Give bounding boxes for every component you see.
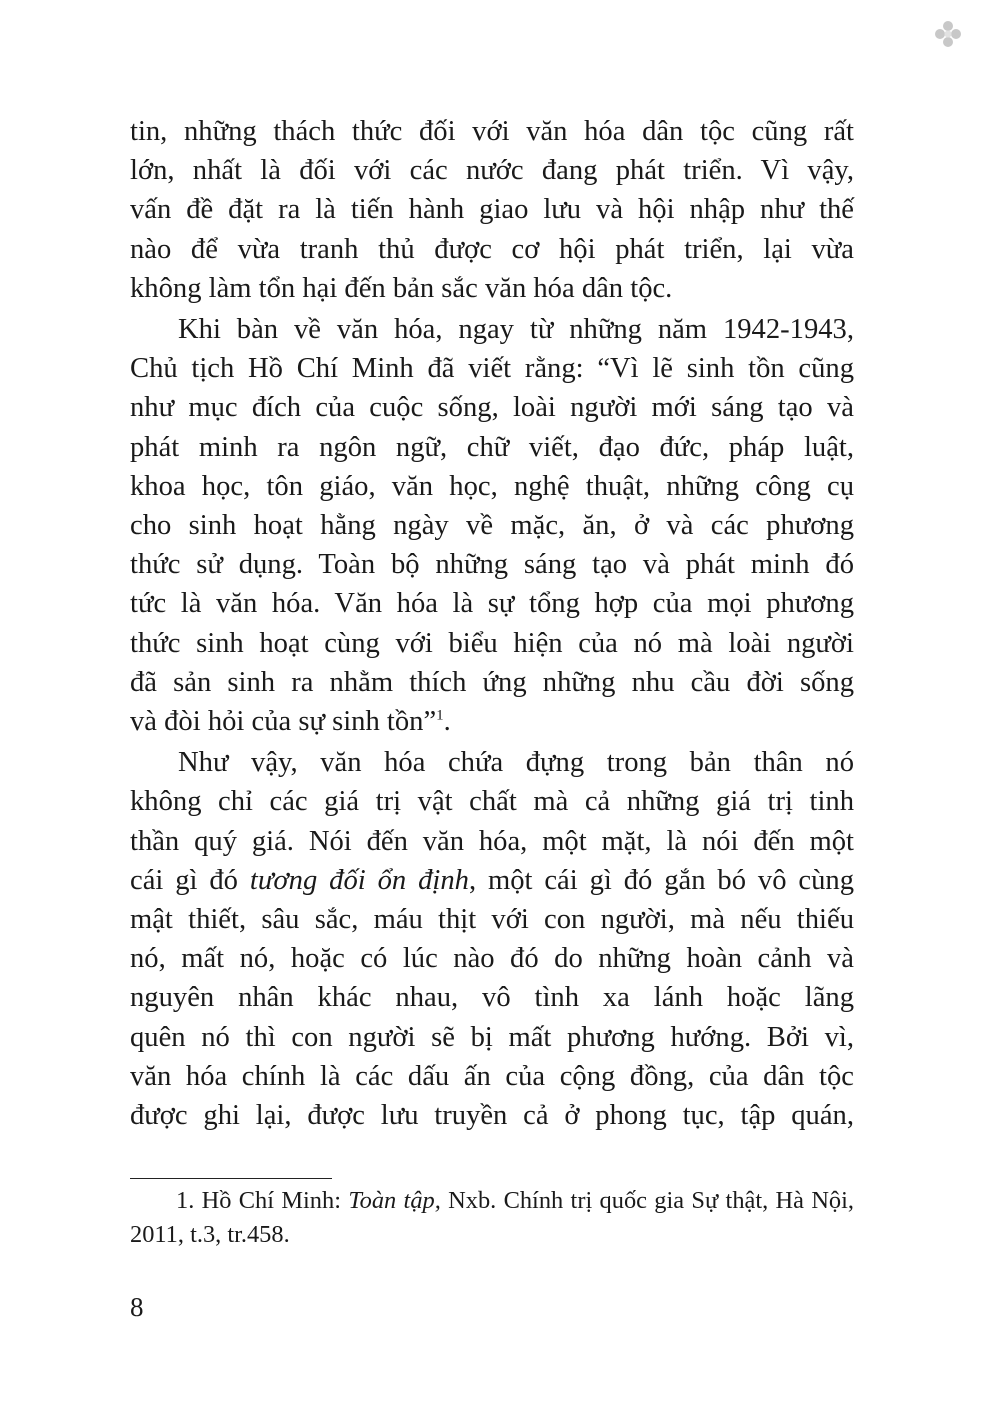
text-line: thần quý giá. Nói đến văn hóa, một mặt, là nói đến một <box>130 825 854 857</box>
footnote-title: Toàn tập, <box>348 1187 441 1214</box>
sentence-period: . <box>443 706 451 738</box>
text-run: , một cái gì đó gắn bó vô cùng <box>468 864 854 896</box>
text-line: phát minh ra ngôn ngữ, chữ viết, đạo đức, pháp luật, <box>130 431 854 463</box>
text-line: tức là văn hóa. Văn hóa là sự tổng hợp của mọi phương <box>130 588 854 620</box>
text-line: không chỉ các giá trị vật chất mà cả những giá trị tinh <box>130 786 854 818</box>
text-line: đã sản sinh ra nhằm thích ứng những nhu cầu đời sống <box>130 666 854 698</box>
quote-end-text: và đòi hỏi của sự sinh tồn” <box>130 706 437 738</box>
text-line: nó, mất nó, hoặc có lúc nào đó do những hoàn cảnh và <box>130 943 854 975</box>
text-line: lớn, nhất là đối với các nước đang phát triển. Vì vậy, <box>130 155 854 187</box>
text-line: tin, những thách thức đối với văn hóa dân tộc cũng rất <box>130 116 854 147</box>
text-line: mật thiết, sâu sắc, máu thịt với con người, mà nếu thiếu <box>130 904 854 936</box>
text-line: thức sinh hoạt cùng với biểu hiện của nó mà loài người <box>130 627 854 659</box>
text-line: thức sử dụng. Toàn bộ những sáng tạo và phát minh đó <box>130 549 854 581</box>
text-line: nguyên nhân khác nhau, vô tình xa lánh hoặc lãng <box>130 982 854 1014</box>
text-line: như mục đích của cuộc sống, loài người mới sáng tạo và <box>130 392 854 424</box>
text-line <box>130 861 854 900</box>
text-line: nào để vừa tranh thủ được cơ hội phát triển, lại vừa <box>130 233 854 265</box>
text-line: Như vậy, văn hóa chứa đựng trong bản thân nó <box>178 747 854 779</box>
paragraph-1 <box>130 112 854 308</box>
text-line: khoa học, tôn giáo, văn học, nghệ thuật, những công cụ <box>130 470 854 502</box>
text-line: cho sinh hoạt hằng ngày về mặc, ăn, ở và các phương <box>130 510 854 542</box>
footnote-number: 1. <box>176 1187 195 1214</box>
text-line: không làm tổn hại đến bản sắc văn hóa dân tộc. <box>130 272 673 304</box>
text-line: được ghi lại, được lưu truyền cả ở phong tục, tập quán, <box>130 1100 854 1132</box>
flower-ornament-icon <box>932 18 964 50</box>
text-line <box>130 702 854 741</box>
text-line: Khi bàn về văn hóa, ngay từ những năm 1942-1943, <box>178 314 854 346</box>
footnote-author: Hồ Chí Minh: <box>194 1187 349 1214</box>
text-run: cái gì đó <box>130 864 250 896</box>
text-line: văn hóa chính là các dấu ấn của cộng đồng, của dân tộc <box>130 1060 854 1092</box>
text-line: quên nó thì con người sẽ bị mất phương hướng. Bởi vì, <box>130 1021 854 1053</box>
paragraph-2 <box>130 310 854 741</box>
text-line: vấn đề đặt ra là tiến hành giao lưu và hội nhập như thế <box>130 194 854 226</box>
footnote <box>130 1184 854 1252</box>
paragraph-3 <box>130 743 854 1135</box>
body-text <box>130 112 854 1135</box>
footnote-reference: 1 <box>436 707 444 724</box>
italic-phrase: tương đối ổn định <box>249 864 469 896</box>
footnote-publisher: Nxb. Chính trị quốc gia Sự thật, Hà Nội, 2011, t.3, tr.458. <box>130 1187 855 1248</box>
page-number: 8 <box>130 1292 144 1322</box>
footnote-divider <box>130 1178 332 1179</box>
text-line: Chủ tịch Hồ Chí Minh đã viết rằng: “Vì lẽ sinh tồn cũng <box>130 353 854 385</box>
